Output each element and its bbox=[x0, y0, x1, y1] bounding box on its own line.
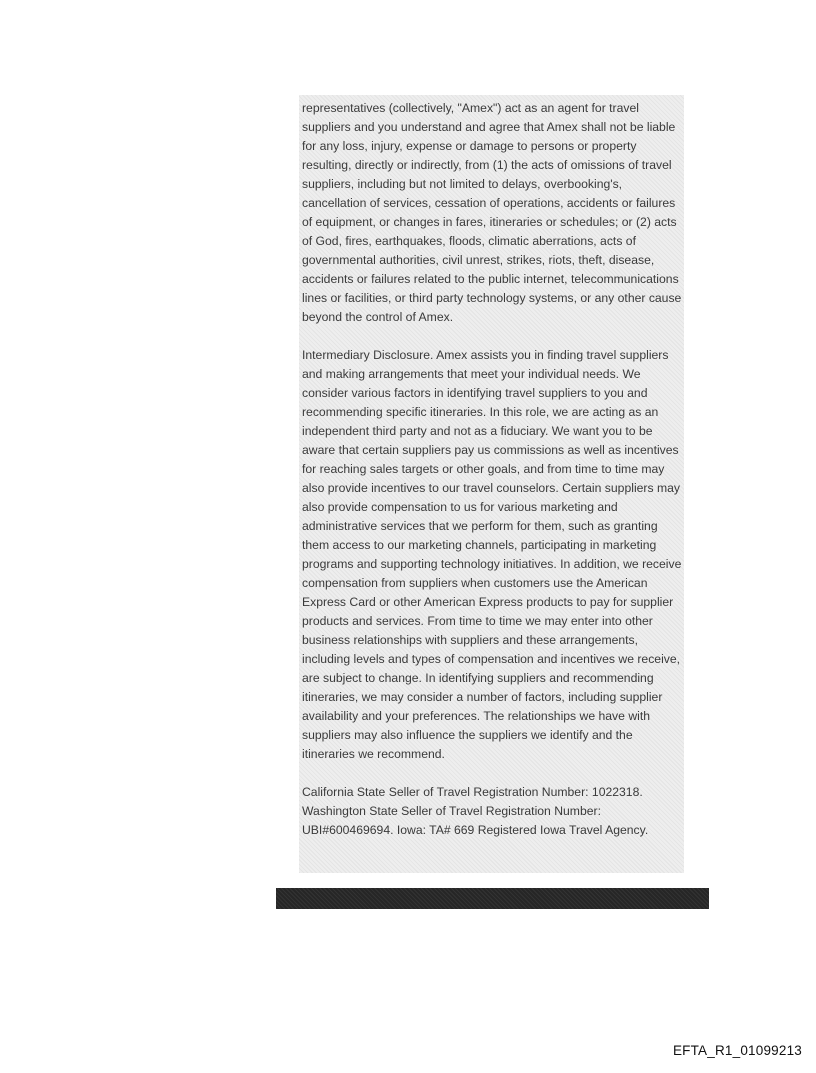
disclosure-text-block bbox=[299, 95, 684, 873]
footer-bar bbox=[276, 888, 709, 909]
intermediary-disclosure-paragraph: Intermediary Disclosure. Amex assists you in finding travel suppliers and making arrangements that meet your individual needs. We consider various factors in identifying travel suppliers to you and recommending specific itineraries. In this role, we are acting as an independent third party and not as a fiduciary. We want you to be aware that certain suppliers pay us commissions as well as incentives for reaching sales targets or other goals, and from time to time may also provide incentives to our travel counselors. Certain suppliers may also provide compensation to us for various marketing and administrative services that we perform for them, such as granting them access to our marketing channels, participating in marketing programs and supporting technology initiatives. In addition, we receive compensation from suppliers when customers use the American Express Card or other American Express products to pay for supplier products and services. From time to time we may enter into other business relationships with suppliers and these arrangements, including levels and types of compensation and incentives we receive, are subject to change. In identifying suppliers and recommending itineraries, we may consider a number of factors, including supplier availability and your preferences. The relationships we have with suppliers may also influence the suppliers we identify and the itineraries we recommend. bbox=[302, 348, 682, 761]
liability-paragraph: representatives (collectively, "Amex") act as an agent for travel suppliers and you understand and agree that Amex shall not be liable for any loss, injury, expense or damage to persons or property resulting, directly or indirectly, from (1) the acts of omissions of travel suppliers, including but not limited to delays, overbooking's, cancellation of services, cessation of operations, accidents or failures of equipment, or changes in fares, itineraries or schedules; or (2) acts of God, fires, earthquakes, floods, climatic aberrations, acts of governmental authorities, civil unrest, strikes, riots, theft, disease, accidents or failures related to the public internet, telecommunications lines or facilities, or third party technology systems, or any other cause beyond the control of Amex. bbox=[302, 101, 682, 324]
registration-paragraph: California State Seller of Travel Registration Number: 1022318. Washington State Seller of Travel Registration Number: UBI#600469694. Iowa: TA# 669 Registered Iowa Travel Agency. bbox=[302, 785, 649, 837]
document-id: EFTA_R1_01099213 bbox=[672, 1043, 802, 1058]
